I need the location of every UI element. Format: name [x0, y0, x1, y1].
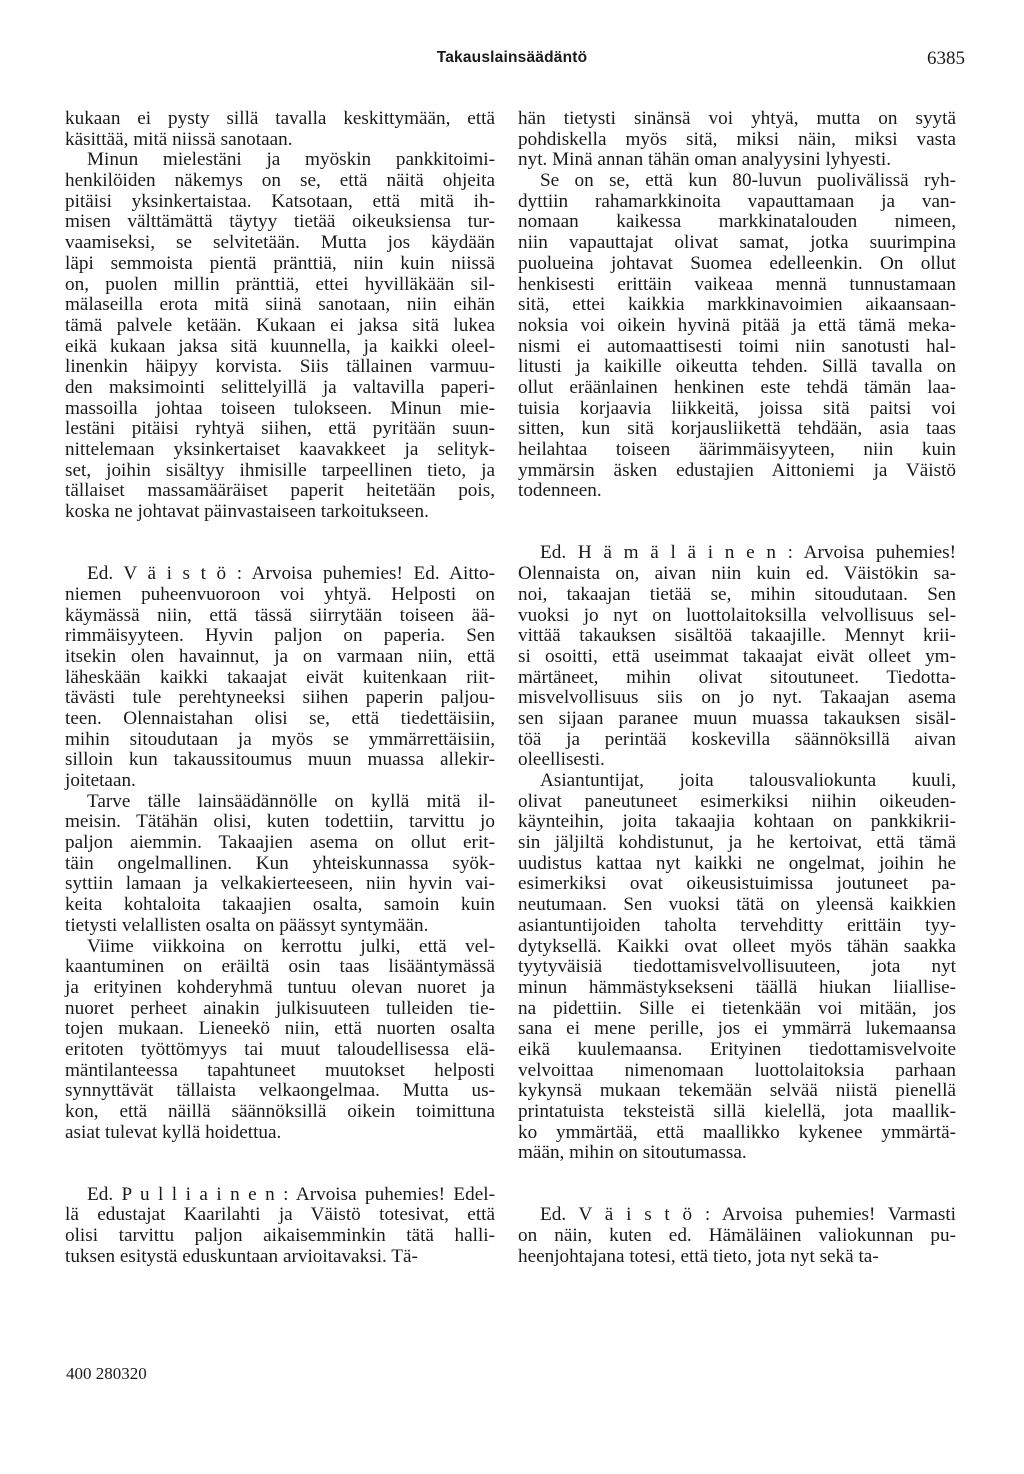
text-line: syttiin lamaan ja velkakierteeseen, niin hyvin vai- [65, 873, 495, 895]
text-line: eikä kukaan jaksa sitä kuunnella, ja kaikki oleel- [65, 335, 495, 357]
paragraph-gap [518, 1185, 956, 1206]
text-line: henkisesti erittäin vaikeaa mennä tunnustamaan [518, 273, 956, 295]
footer-print-code: 400 280320 [66, 1364, 147, 1383]
text-line: ymmärsin äsken edustajien Aittoniemi ja Väistö [518, 459, 956, 481]
text-line: läheskään kaikki takaajat eivät kuitenkaan riit- [65, 666, 495, 688]
text-line: mäntilanteessa tapahtuneet muutokset helposti [65, 1059, 495, 1081]
text-line: sen sijaan paranee muun muassa takauksen sisäl- [518, 707, 956, 729]
text-line: olivat paneutuneet esimerkiksi niihin oikeuden- [518, 790, 956, 812]
text-line: set, joihin sisältyy ihmisille tarpeellinen tieto, ja [65, 459, 495, 481]
text-line: printatuista teksteistä sillä kielellä, jota maallik- [518, 1101, 956, 1122]
text-line: meisin. Tätähän olisi, kuten todettiin, tarvittu jo [65, 811, 495, 833]
text-line: asiat tulevat kyllä hoidettua. [65, 1121, 282, 1143]
text-line: koska ne johtavat päinvastaiseen tarkoitukseen. [65, 501, 429, 523]
page-number: 6385 [927, 48, 965, 69]
text-line: mihin sitoudutaan ja myös se ymmärrettäisiin, [65, 728, 495, 750]
left-text-column [65, 109, 495, 1268]
text-line: eritoten työttömyys tai muut taloudellisessa elä- [65, 1038, 495, 1060]
text-line: massoilla johtaa toiseen tulokseen. Minun mie- [65, 397, 495, 419]
text-line: vittää takauksen sisältöä takaajille. Mennyt krii- [518, 625, 956, 647]
text-line: Asiantuntijat, joita talousvaliokunta kuuli, [540, 770, 956, 791]
text-line: Ed. V ä i s t ö : Arvoisa puhemies! Varmasti [540, 1204, 956, 1226]
text-line: käynteihin, joita takaajia kohtaan on pankkikrii- [518, 811, 956, 833]
text-line: kukaan ei pysty sillä tavalla keskittymään, että [65, 108, 495, 129]
text-line: kon, että näillä säännöksillä oikein toimittuna [65, 1101, 495, 1122]
text-line: paljon aiemmin. Takaajien asema on ollut erit- [65, 832, 495, 854]
text-line: nittelemaan yksinkertaiset kaavakkeet ja selityk- [65, 439, 495, 460]
text-line: Olennaista on, aivan niin kuin ed. Väistökin sa- [518, 563, 956, 585]
text-line: on näin, kuten ed. Hämäläinen valiokunnan pu- [518, 1225, 956, 1247]
text-line: Minun mielestäni ja myöskin pankkitoimi- [87, 149, 495, 171]
text-line: sana ei mene perille, jos ei ymmärrä lukemaansa [518, 1018, 956, 1040]
text-line: den maksimointi selittelyillä ja valtavilla paperi- [65, 376, 495, 398]
text-line: velvoittaa nimenomaan luottolaitoksia parhaan [518, 1059, 956, 1081]
text-line: linenkin häipyy korvista. Siis tällainen varmuu- [65, 356, 495, 378]
text-line: Se on se, että kun 80-luvun puolivälissä ryh- [540, 170, 956, 192]
text-line: tuksen esitystä eduskuntaan arvioitavaksi. Tä- [65, 1245, 418, 1267]
text-line: misen välttämättä täytyy tietää oikeuksiensa tur- [65, 211, 495, 233]
text-line: mään, mihin on sitoutumassa. [518, 1142, 747, 1164]
text-line: Ed. H ä m ä l ä i n e n : Arvoisa puhemies! [540, 542, 956, 564]
text-line: pohdiskella myös sitä, miksi näin, miksi vasta [518, 128, 956, 150]
text-line: sin jäljiltä kohdistunut, ja he kertoivat, että tämä [518, 832, 956, 854]
text-line: nuoret perheet ainakin julkisuuteen tulleiden tie- [65, 997, 495, 1019]
text-line: uudistus kattaa nyt kaikki ne ongelmat, joihin he [518, 852, 956, 874]
text-line: heenjohtajana totesi, että tieto, jota nyt sekä ta- [518, 1245, 879, 1267]
text-line: ollut eräänlainen henkinen este tehdä tämän laa- [518, 376, 956, 398]
text-line: sitä, ettei kaikkia markkinavoimien aikaansaan- [518, 294, 956, 316]
right-text-column [518, 109, 956, 1268]
text-line: olisi tarvittu paljon aikaisemminkin tätä halli- [65, 1225, 495, 1247]
paragraph-gap [518, 523, 956, 544]
text-line: lestäni pitäisi ryhtyä siihen, että pyritään suun- [65, 418, 495, 440]
text-line: käsittää, mitä niissä sanotaan. [65, 128, 293, 150]
text-line: joitetaan. [65, 770, 136, 791]
text-line: vuoksi jo nyt on luottolaitoksilla velvollisuus sel- [518, 604, 956, 626]
text-line: märtäneet, mihin olivat sitoutuneet. Tiedotta- [518, 666, 956, 688]
text-line: noksia voi oikein hyvinä pitää ja että tämä meka- [518, 314, 956, 336]
text-line: nismi ei automaattisesti toimi niin sanotusti hal- [518, 335, 956, 357]
text-line: tävästi tule perehtyneeksi siihen paperin paljou- [65, 687, 495, 709]
paragraph-gap [65, 1143, 495, 1164]
text-line: läpi semmoista pientä pränttiä, niin kuin niissä [65, 252, 495, 274]
text-line: dyttiin rahamarkkinoita vapauttamaan ja van- [518, 190, 956, 212]
text-line: hän tietysti sinänsä voi yhtyä, mutta on syytä [518, 108, 956, 129]
paragraph-gap [65, 523, 495, 544]
text-line: tällaiset massamääräiset paperit heitetään pois, [65, 480, 495, 502]
text-line: pitäisi yksinkertaistaa. Katsotaan, että mitä ih- [65, 190, 495, 212]
text-line: nomaan kaikessa markkinatalouden nimeen, [518, 211, 956, 233]
text-line: ko ymmärtää, että maallikko kykenee ymmärtä- [518, 1121, 956, 1143]
text-line: on, puolen millin pränttiä, ettei hyvilläkään sil- [65, 273, 495, 295]
text-line: niemen puheenvuoroon voi yhtyä. Helposti on [65, 583, 495, 605]
text-line: tämä palvele ketään. Kukaan ei jaksa sitä lukea [65, 314, 495, 336]
text-line: ja erityinen kohderyhmä tuntuu olevan nuoret ja [65, 976, 495, 998]
text-line: lä edustajat Kaarilahti ja Väistö totesivat, että [65, 1204, 495, 1226]
text-line: täin ongelmallinen. Kun yhteiskunnassa syök- [65, 852, 495, 874]
text-line: vaamiseksi, se selvitetään. Mutta jos käydään [65, 232, 495, 254]
text-line: eikä kuulemaansa. Erityinen tiedottamisvelvoite [518, 1038, 956, 1060]
text-line: minun hämmästyksekseni täällä hiukan liiallise- [518, 976, 956, 998]
text-line: itsekin olen havainnut, ja on varmaan niin, että [65, 645, 495, 667]
text-line: dytyksellä. Kaikki ovat olleet myös tähän saakka [518, 935, 956, 957]
text-line: Tarve tälle lainsäädännölle on kyllä mitä il- [87, 790, 495, 812]
text-line: niin vapauttajat olivat samat, jotka suurimpina [518, 232, 956, 254]
text-line: Ed. P u l l i a i n e n : Arvoisa puhemies! Edel- [87, 1183, 495, 1205]
paragraph-gap [65, 543, 495, 564]
text-line: heilahtaa toiseen äärimmäisyyteen, niin kuin [518, 439, 956, 460]
running-header-title: Takauslainsäädäntö [436, 49, 588, 66]
text-line: tyytyväisiä tiedottamisvelvollisuuteen, jota nyt [518, 956, 956, 978]
text-line: tietysti velallisten osalta on päässyt syntymään. [65, 914, 429, 936]
text-line: teen. Olennaistahan olisi se, että tiedettäisiin, [65, 707, 495, 729]
text-line: kykynsä mukaan tekemään selvää niistä pienellä [518, 1080, 956, 1102]
text-line: tojen mukaan. Lieneekö niin, että nuorten osalta [65, 1018, 495, 1040]
text-line: oleellisesti. [518, 749, 605, 771]
text-line: nyt. Minä annan tähän oman analyysini lyhyesti. [518, 149, 892, 171]
text-line: na pidettiin. Sille ei tietenkään voi mitään, jos [518, 997, 956, 1019]
text-line: synnyttävät tällaista velkaongelmaa. Mutta us- [65, 1080, 495, 1102]
text-line: silloin kun takaussitoumus muun muassa allekir- [65, 749, 495, 771]
paragraph-gap [65, 1164, 495, 1185]
text-line: todenneen. [518, 480, 602, 502]
text-line: Viime viikkoina on kerrottu julki, että vel- [87, 935, 495, 957]
paragraph-gap [518, 1164, 956, 1185]
text-line: henkilöiden näkemys on se, että näitä ohjeita [65, 170, 495, 192]
text-line: tuisia korjaavia liikkeitä, joissa sitä paitsi voi [518, 397, 956, 419]
text-line: noi, takaajan tietää se, mihin sitoudutaan. Sen [518, 583, 956, 605]
paragraph-gap [518, 502, 956, 523]
text-line: töä ja perintää koskevilla säännöksillä aivan [518, 728, 956, 750]
text-line: litusti ja kaikille oikeutta tehden. Sillä tavalla on [518, 356, 956, 378]
text-line: mälaseilla erota mitä siinä sanotaan, niin eihän [65, 294, 495, 316]
text-line: neutumaan. Sen vuoksi tätä on yleensä kaikkien [518, 894, 956, 916]
text-line: puolueina johtavat Suomea edelleenkin. On ollut [518, 252, 956, 274]
text-line: si osoitti, että useimmat takaajat eivät olleet ym- [518, 645, 956, 667]
text-line: kaantuminen on eräiltä osin taas lisääntymässä [65, 956, 495, 978]
text-line: asiantuntijoiden taholta tervehditty erittäin tyy- [518, 914, 956, 936]
text-line: käymässä niin, että tässä siirrytään toiseen ää- [65, 604, 495, 626]
text-line: Ed. V ä i s t ö : Arvoisa puhemies! Ed. Aitto- [87, 563, 495, 585]
text-line: rimmäisyyteen. Hyvin paljon on paperia. Sen [65, 625, 495, 647]
text-line: esimerkiksi ovat oikeusistuimissa joutuneet pa- [518, 873, 956, 895]
text-line: misvelvollisuus siis on jo nyt. Takaajan asema [518, 687, 956, 709]
text-line: keita kohtaloita takaajien osalta, samoin kuin [65, 894, 495, 916]
text-line: sitten, kun sitä korjausliikettä tehdään, asia taas [518, 418, 956, 440]
